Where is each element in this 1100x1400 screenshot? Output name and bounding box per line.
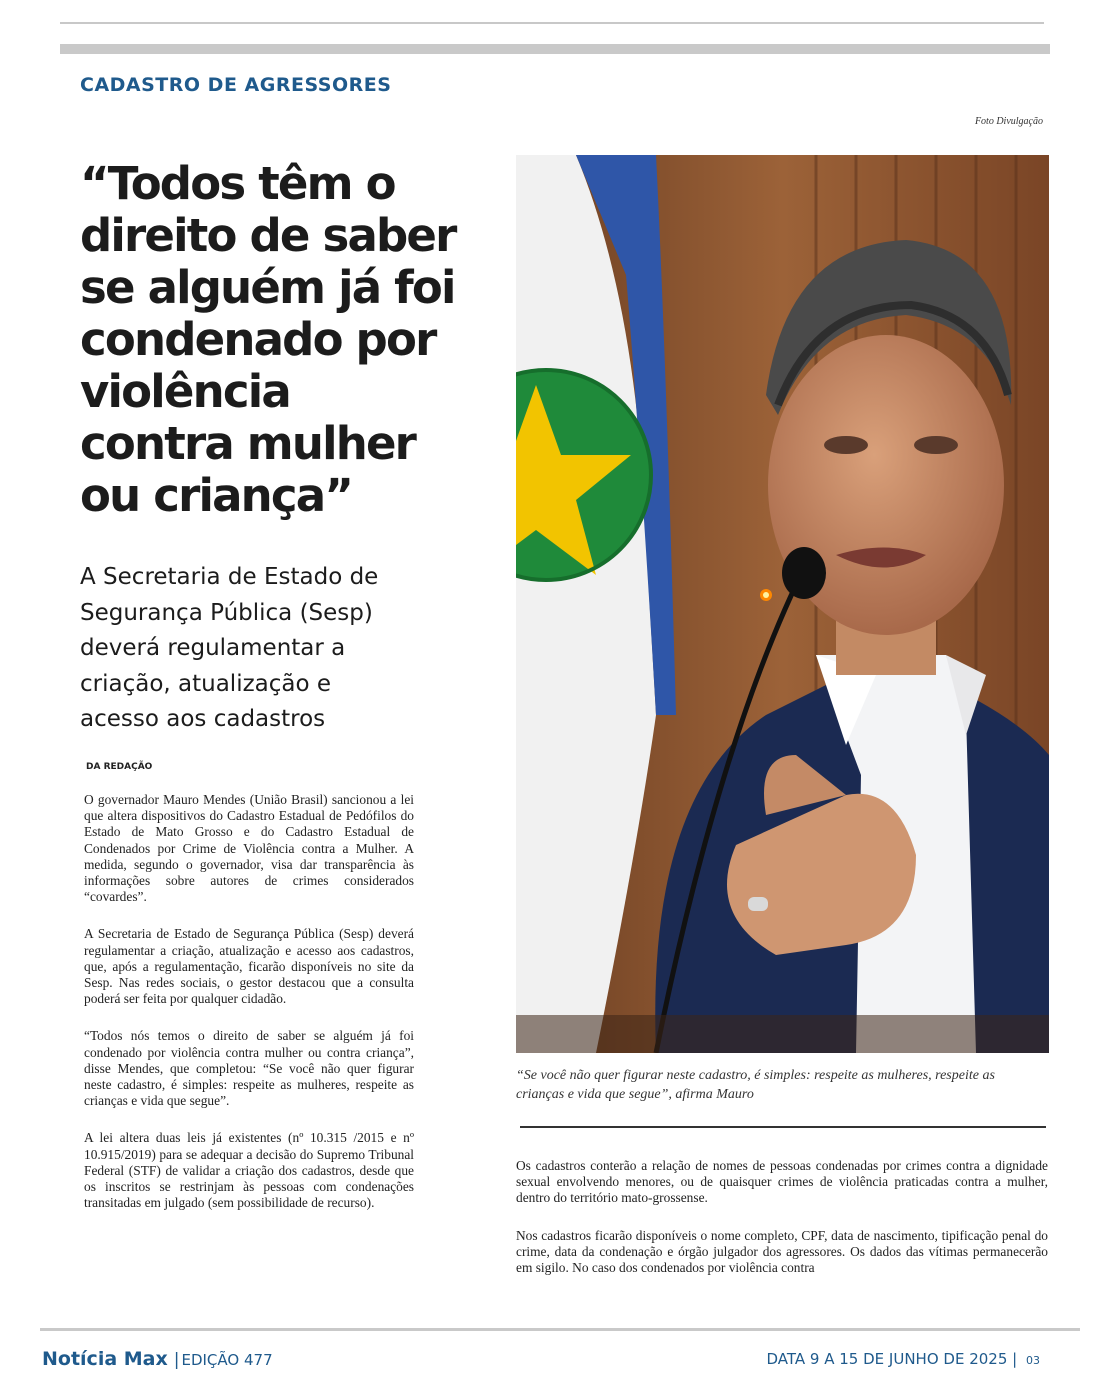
issue-date: DATA 9 A 15 DE JUNHO DE 2025 (766, 1350, 1008, 1368)
article-paragraph: A Secretaria de Estado de Segurança Pública (Sesp) deverá regulamentar a criação, atualização e acesso aos cadastros, que, após a regulamentação, ficarão disponíveis no site da Sesp. Nas redes sociais, o gestor destacou que a consulta poderá ser feita por qualquer cidadão. (84, 926, 414, 1007)
footer-rule (40, 1328, 1080, 1331)
photo-credit: Foto Divulgação (974, 116, 1043, 127)
footer-masthead (42, 1348, 273, 1370)
article-photo (516, 155, 1049, 1053)
page-number: 03 (1026, 1354, 1040, 1367)
subheadline: A Secretaria de Estado de Segurança Pública (Sesp) deverá regulamentar a criação, atualização e acesso aos cadastros (80, 564, 379, 732)
article-paragraph: “Todos nós temos o direito de saber se alguém já foi condenado por violência contra mulher ou contra criança”, disse Mendes, que completou: “Se você não quer figurar neste cadastro, é simples: respeite as mulheres, respeite as crianças e vida que segue”. (84, 1028, 414, 1109)
headline: “Todos têm o direito de saber se alguém já foi condenado por violência contra mulher ou criança” (80, 157, 456, 522)
section-label: CADASTRO DE AGRESSORES (80, 74, 392, 96)
article-paragraph: O governador Mauro Mendes (União Brasil) sancionou a lei que altera dispositivos do Cadastro Estadual de Pedófilos do Estado de Mato Grosso e do Cadastro Estadual de Condenados por Crime de Violência contra a Mulher. A medida, segundo o governador, visa dar transparência às informações sobre autores de crimes considerados “covardes”. (84, 792, 414, 905)
article-paragraph: Nos cadastros ficarão disponíveis o nome completo, CPF, data de nascimento, tipificação penal do crime, data da condenação e órgão julgador dos agressores. Os dados das vítimas permanecerão em sigilo. No caso dos condenados por violência contra (516, 1227, 1048, 1276)
article-paragraph: A lei altera duas leis já existentes (nº 10.315 /2015 e nº 10.915/2019) para se adequar a decisão do Supremo Tribunal Federal (STF) de validar a criação dos cadastros, desde que os inscritos se restrinjam às pessoas com condenações transitadas em julgado (sem possibilidade de recurso). (84, 1130, 414, 1211)
publication-name: Notícia Max (42, 1348, 168, 1370)
byline: DA REDAÇÃO (86, 762, 153, 772)
footer-separator: | (1012, 1350, 1018, 1368)
footer-separator: | (173, 1350, 180, 1370)
header-bar (60, 44, 1050, 54)
article-body-left (84, 792, 414, 1232)
article-body-right (516, 1158, 1048, 1288)
footer-date (767, 1350, 1040, 1368)
caption-divider (520, 1126, 1046, 1128)
governor-photo-illustration (516, 155, 1049, 1053)
edition-number: EDIÇÃO 477 (181, 1351, 273, 1369)
photo-caption: “Se você não quer figurar neste cadastro, é simples: respeite as mulheres, respeite as crianças e vida que segue”, afirma Mauro (516, 1068, 995, 1102)
article-paragraph: Os cadastros conterão a relação de nomes de pessoas condenadas por crimes contra a dignidade sexual envolvendo menores, ou de quaisquer crimes de violência praticadas contra a mulher, dentro do território mato-grossense. (516, 1158, 1048, 1206)
top-rule (60, 22, 1044, 24)
